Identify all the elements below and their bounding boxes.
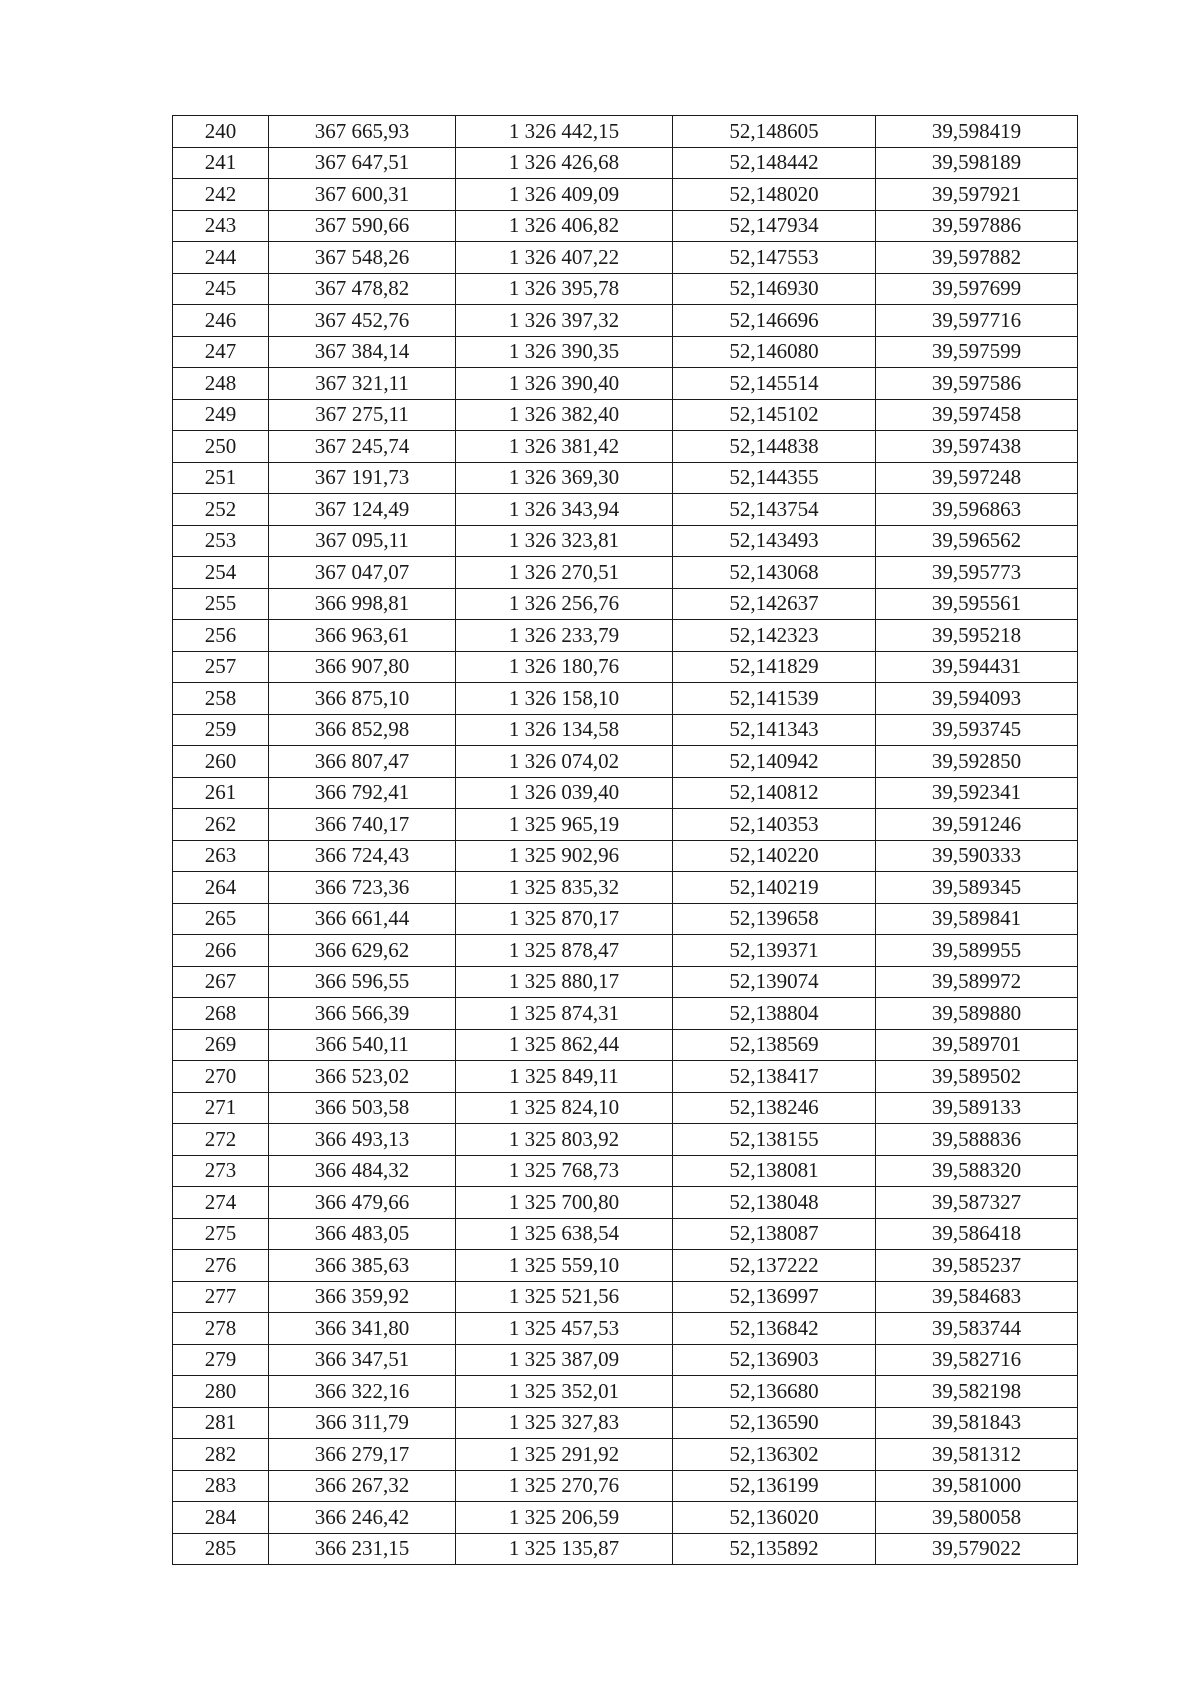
table-row [173, 1344, 1078, 1376]
point-number-cell: 250 [173, 431, 269, 463]
x-coordinate-cell: 366 566,39 [269, 998, 456, 1030]
longitude-cell: 39,589972 [876, 966, 1078, 998]
y-coordinate-cell: 1 325 327,83 [456, 1407, 673, 1439]
longitude-cell: 39,588836 [876, 1124, 1078, 1156]
x-coordinate-cell: 367 452,76 [269, 305, 456, 337]
longitude-cell: 39,597458 [876, 399, 1078, 431]
y-coordinate-cell: 1 325 768,73 [456, 1155, 673, 1187]
longitude-cell: 39,592850 [876, 746, 1078, 778]
longitude-cell: 39,579022 [876, 1533, 1078, 1565]
table-row [173, 777, 1078, 809]
y-coordinate-cell: 1 325 206,59 [456, 1502, 673, 1534]
longitude-cell: 39,589701 [876, 1029, 1078, 1061]
latitude-cell: 52,138048 [673, 1187, 876, 1219]
x-coordinate-cell: 367 095,11 [269, 525, 456, 557]
point-number-cell: 245 [173, 273, 269, 305]
x-coordinate-cell: 367 245,74 [269, 431, 456, 463]
table-row [173, 1092, 1078, 1124]
table-row [173, 242, 1078, 274]
longitude-cell: 39,598189 [876, 147, 1078, 179]
latitude-cell: 52,136680 [673, 1376, 876, 1408]
table-row [173, 620, 1078, 652]
longitude-cell: 39,589502 [876, 1061, 1078, 1093]
latitude-cell: 52,140812 [673, 777, 876, 809]
point-number-cell: 270 [173, 1061, 269, 1093]
x-coordinate-cell: 366 963,61 [269, 620, 456, 652]
table-row [173, 399, 1078, 431]
latitude-cell: 52,146696 [673, 305, 876, 337]
latitude-cell: 52,144838 [673, 431, 876, 463]
longitude-cell: 39,582198 [876, 1376, 1078, 1408]
point-number-cell: 265 [173, 903, 269, 935]
y-coordinate-cell: 1 326 397,32 [456, 305, 673, 337]
point-number-cell: 256 [173, 620, 269, 652]
table-row [173, 683, 1078, 715]
table-row [173, 305, 1078, 337]
x-coordinate-cell: 366 740,17 [269, 809, 456, 841]
table-row [173, 935, 1078, 967]
point-number-cell: 281 [173, 1407, 269, 1439]
longitude-cell: 39,597699 [876, 273, 1078, 305]
longitude-cell: 39,597886 [876, 210, 1078, 242]
table-row [173, 809, 1078, 841]
longitude-cell: 39,593745 [876, 714, 1078, 746]
x-coordinate-cell: 366 347,51 [269, 1344, 456, 1376]
latitude-cell: 52,142637 [673, 588, 876, 620]
latitude-cell: 52,136842 [673, 1313, 876, 1345]
table-row [173, 714, 1078, 746]
latitude-cell: 52,138804 [673, 998, 876, 1030]
table-row [173, 1533, 1078, 1565]
table-row [173, 1313, 1078, 1345]
table-row [173, 336, 1078, 368]
x-coordinate-cell: 366 279,17 [269, 1439, 456, 1471]
point-number-cell: 274 [173, 1187, 269, 1219]
table-row [173, 1155, 1078, 1187]
longitude-cell: 39,581000 [876, 1470, 1078, 1502]
y-coordinate-cell: 1 326 039,40 [456, 777, 673, 809]
x-coordinate-cell: 366 484,32 [269, 1155, 456, 1187]
longitude-cell: 39,598419 [876, 116, 1078, 148]
y-coordinate-cell: 1 326 409,09 [456, 179, 673, 211]
y-coordinate-cell: 1 326 407,22 [456, 242, 673, 274]
longitude-cell: 39,591246 [876, 809, 1078, 841]
table-row [173, 1250, 1078, 1282]
latitude-cell: 52,138417 [673, 1061, 876, 1093]
x-coordinate-cell: 366 523,02 [269, 1061, 456, 1093]
latitude-cell: 52,147553 [673, 242, 876, 274]
y-coordinate-cell: 1 325 835,32 [456, 872, 673, 904]
coordinates-table [172, 115, 1078, 1565]
latitude-cell: 52,136302 [673, 1439, 876, 1471]
point-number-cell: 247 [173, 336, 269, 368]
point-number-cell: 261 [173, 777, 269, 809]
point-number-cell: 266 [173, 935, 269, 967]
latitude-cell: 52,145514 [673, 368, 876, 400]
longitude-cell: 39,594093 [876, 683, 1078, 715]
table-row [173, 273, 1078, 305]
latitude-cell: 52,140220 [673, 840, 876, 872]
x-coordinate-cell: 366 629,62 [269, 935, 456, 967]
table-row [173, 966, 1078, 998]
y-coordinate-cell: 1 326 180,76 [456, 651, 673, 683]
point-number-cell: 243 [173, 210, 269, 242]
y-coordinate-cell: 1 325 559,10 [456, 1250, 673, 1282]
y-coordinate-cell: 1 325 862,44 [456, 1029, 673, 1061]
y-coordinate-cell: 1 325 387,09 [456, 1344, 673, 1376]
latitude-cell: 52,136199 [673, 1470, 876, 1502]
latitude-cell: 52,139074 [673, 966, 876, 998]
longitude-cell: 39,590333 [876, 840, 1078, 872]
latitude-cell: 52,144355 [673, 462, 876, 494]
table-row [173, 179, 1078, 211]
y-coordinate-cell: 1 325 824,10 [456, 1092, 673, 1124]
point-number-cell: 269 [173, 1029, 269, 1061]
y-coordinate-cell: 1 325 457,53 [456, 1313, 673, 1345]
y-coordinate-cell: 1 325 700,80 [456, 1187, 673, 1219]
longitude-cell: 39,581312 [876, 1439, 1078, 1471]
longitude-cell: 39,592341 [876, 777, 1078, 809]
latitude-cell: 52,146930 [673, 273, 876, 305]
table-row [173, 1439, 1078, 1471]
y-coordinate-cell: 1 325 135,87 [456, 1533, 673, 1565]
table-row [173, 1218, 1078, 1250]
point-number-cell: 267 [173, 966, 269, 998]
y-coordinate-cell: 1 326 343,94 [456, 494, 673, 526]
y-coordinate-cell: 1 326 426,68 [456, 147, 673, 179]
y-coordinate-cell: 1 326 395,78 [456, 273, 673, 305]
table-row [173, 525, 1078, 557]
longitude-cell: 39,580058 [876, 1502, 1078, 1534]
point-number-cell: 278 [173, 1313, 269, 1345]
y-coordinate-cell: 1 326 158,10 [456, 683, 673, 715]
y-coordinate-cell: 1 325 878,47 [456, 935, 673, 967]
latitude-cell: 52,143068 [673, 557, 876, 589]
point-number-cell: 253 [173, 525, 269, 557]
y-coordinate-cell: 1 325 521,56 [456, 1281, 673, 1313]
latitude-cell: 52,136020 [673, 1502, 876, 1534]
table-row [173, 210, 1078, 242]
point-number-cell: 263 [173, 840, 269, 872]
y-coordinate-cell: 1 326 406,82 [456, 210, 673, 242]
y-coordinate-cell: 1 326 074,02 [456, 746, 673, 778]
point-number-cell: 240 [173, 116, 269, 148]
y-coordinate-cell: 1 325 803,92 [456, 1124, 673, 1156]
table-row [173, 557, 1078, 589]
latitude-cell: 52,141829 [673, 651, 876, 683]
x-coordinate-cell: 366 311,79 [269, 1407, 456, 1439]
x-coordinate-cell: 366 540,11 [269, 1029, 456, 1061]
latitude-cell: 52,138087 [673, 1218, 876, 1250]
longitude-cell: 39,589133 [876, 1092, 1078, 1124]
longitude-cell: 39,597882 [876, 242, 1078, 274]
point-number-cell: 242 [173, 179, 269, 211]
y-coordinate-cell: 1 325 902,96 [456, 840, 673, 872]
longitude-cell: 39,594431 [876, 651, 1078, 683]
point-number-cell: 273 [173, 1155, 269, 1187]
latitude-cell: 52,136903 [673, 1344, 876, 1376]
table-row [173, 840, 1078, 872]
latitude-cell: 52,148020 [673, 179, 876, 211]
longitude-cell: 39,581843 [876, 1407, 1078, 1439]
y-coordinate-cell: 1 326 390,35 [456, 336, 673, 368]
point-number-cell: 276 [173, 1250, 269, 1282]
point-number-cell: 244 [173, 242, 269, 274]
point-number-cell: 258 [173, 683, 269, 715]
x-coordinate-cell: 367 600,31 [269, 179, 456, 211]
longitude-cell: 39,589841 [876, 903, 1078, 935]
longitude-cell: 39,597716 [876, 305, 1078, 337]
latitude-cell: 52,138081 [673, 1155, 876, 1187]
y-coordinate-cell: 1 326 442,15 [456, 116, 673, 148]
table-row [173, 1029, 1078, 1061]
latitude-cell: 52,138569 [673, 1029, 876, 1061]
point-number-cell: 246 [173, 305, 269, 337]
y-coordinate-cell: 1 326 270,51 [456, 557, 673, 589]
point-number-cell: 249 [173, 399, 269, 431]
table-row [173, 368, 1078, 400]
y-coordinate-cell: 1 325 874,31 [456, 998, 673, 1030]
y-coordinate-cell: 1 326 390,40 [456, 368, 673, 400]
x-coordinate-cell: 366 493,13 [269, 1124, 456, 1156]
latitude-cell: 52,140353 [673, 809, 876, 841]
x-coordinate-cell: 366 792,41 [269, 777, 456, 809]
longitude-cell: 39,584683 [876, 1281, 1078, 1313]
latitude-cell: 52,136590 [673, 1407, 876, 1439]
y-coordinate-cell: 1 326 134,58 [456, 714, 673, 746]
x-coordinate-cell: 367 548,26 [269, 242, 456, 274]
y-coordinate-cell: 1 325 638,54 [456, 1218, 673, 1250]
x-coordinate-cell: 367 047,07 [269, 557, 456, 589]
x-coordinate-cell: 367 647,51 [269, 147, 456, 179]
latitude-cell: 52,137222 [673, 1250, 876, 1282]
point-number-cell: 280 [173, 1376, 269, 1408]
y-coordinate-cell: 1 325 291,92 [456, 1439, 673, 1471]
point-number-cell: 272 [173, 1124, 269, 1156]
longitude-cell: 39,583744 [876, 1313, 1078, 1345]
y-coordinate-cell: 1 326 323,81 [456, 525, 673, 557]
coordinates-table-body [173, 116, 1078, 1565]
x-coordinate-cell: 366 998,81 [269, 588, 456, 620]
longitude-cell: 39,595561 [876, 588, 1078, 620]
latitude-cell: 52,138155 [673, 1124, 876, 1156]
longitude-cell: 39,597248 [876, 462, 1078, 494]
longitude-cell: 39,597921 [876, 179, 1078, 211]
point-number-cell: 284 [173, 1502, 269, 1534]
latitude-cell: 52,141343 [673, 714, 876, 746]
latitude-cell: 52,139658 [673, 903, 876, 935]
table-row [173, 1061, 1078, 1093]
latitude-cell: 52,139371 [673, 935, 876, 967]
table-row [173, 588, 1078, 620]
longitude-cell: 39,597586 [876, 368, 1078, 400]
x-coordinate-cell: 366 267,32 [269, 1470, 456, 1502]
x-coordinate-cell: 366 852,98 [269, 714, 456, 746]
latitude-cell: 52,145102 [673, 399, 876, 431]
point-number-cell: 275 [173, 1218, 269, 1250]
point-number-cell: 260 [173, 746, 269, 778]
point-number-cell: 285 [173, 1533, 269, 1565]
point-number-cell: 251 [173, 462, 269, 494]
y-coordinate-cell: 1 326 382,40 [456, 399, 673, 431]
point-number-cell: 279 [173, 1344, 269, 1376]
latitude-cell: 52,142323 [673, 620, 876, 652]
x-coordinate-cell: 366 661,44 [269, 903, 456, 935]
table-row [173, 903, 1078, 935]
table-row [173, 872, 1078, 904]
x-coordinate-cell: 366 483,05 [269, 1218, 456, 1250]
table-row [173, 116, 1078, 148]
x-coordinate-cell: 367 478,82 [269, 273, 456, 305]
latitude-cell: 52,147934 [673, 210, 876, 242]
longitude-cell: 39,597599 [876, 336, 1078, 368]
y-coordinate-cell: 1 325 965,19 [456, 809, 673, 841]
point-number-cell: 254 [173, 557, 269, 589]
table-row [173, 431, 1078, 463]
point-number-cell: 282 [173, 1439, 269, 1471]
x-coordinate-cell: 366 322,16 [269, 1376, 456, 1408]
x-coordinate-cell: 366 341,80 [269, 1313, 456, 1345]
table-row [173, 1502, 1078, 1534]
latitude-cell: 52,148442 [673, 147, 876, 179]
x-coordinate-cell: 366 724,43 [269, 840, 456, 872]
longitude-cell: 39,582716 [876, 1344, 1078, 1376]
x-coordinate-cell: 366 385,63 [269, 1250, 456, 1282]
latitude-cell: 52,140219 [673, 872, 876, 904]
point-number-cell: 283 [173, 1470, 269, 1502]
x-coordinate-cell: 366 875,10 [269, 683, 456, 715]
x-coordinate-cell: 366 246,42 [269, 1502, 456, 1534]
longitude-cell: 39,589955 [876, 935, 1078, 967]
y-coordinate-cell: 1 325 870,17 [456, 903, 673, 935]
point-number-cell: 264 [173, 872, 269, 904]
x-coordinate-cell: 367 384,14 [269, 336, 456, 368]
point-number-cell: 252 [173, 494, 269, 526]
longitude-cell: 39,597438 [876, 431, 1078, 463]
latitude-cell: 52,140942 [673, 746, 876, 778]
latitude-cell: 52,138246 [673, 1092, 876, 1124]
x-coordinate-cell: 366 359,92 [269, 1281, 456, 1313]
table-row [173, 1124, 1078, 1156]
longitude-cell: 39,587327 [876, 1187, 1078, 1219]
x-coordinate-cell: 366 723,36 [269, 872, 456, 904]
latitude-cell: 52,141539 [673, 683, 876, 715]
x-coordinate-cell: 367 590,66 [269, 210, 456, 242]
point-number-cell: 259 [173, 714, 269, 746]
x-coordinate-cell: 366 503,58 [269, 1092, 456, 1124]
x-coordinate-cell: 366 479,66 [269, 1187, 456, 1219]
latitude-cell: 52,146080 [673, 336, 876, 368]
longitude-cell: 39,596562 [876, 525, 1078, 557]
longitude-cell: 39,588320 [876, 1155, 1078, 1187]
latitude-cell: 52,143493 [673, 525, 876, 557]
y-coordinate-cell: 1 326 256,76 [456, 588, 673, 620]
longitude-cell: 39,589345 [876, 872, 1078, 904]
table-row [173, 998, 1078, 1030]
latitude-cell: 52,135892 [673, 1533, 876, 1565]
y-coordinate-cell: 1 326 369,30 [456, 462, 673, 494]
table-row [173, 147, 1078, 179]
x-coordinate-cell: 366 907,80 [269, 651, 456, 683]
longitude-cell: 39,589880 [876, 998, 1078, 1030]
point-number-cell: 262 [173, 809, 269, 841]
longitude-cell: 39,596863 [876, 494, 1078, 526]
y-coordinate-cell: 1 326 233,79 [456, 620, 673, 652]
latitude-cell: 52,148605 [673, 116, 876, 148]
point-number-cell: 241 [173, 147, 269, 179]
y-coordinate-cell: 1 325 880,17 [456, 966, 673, 998]
y-coordinate-cell: 1 326 381,42 [456, 431, 673, 463]
x-coordinate-cell: 367 191,73 [269, 462, 456, 494]
table-row [173, 746, 1078, 778]
table-row [173, 651, 1078, 683]
x-coordinate-cell: 366 231,15 [269, 1533, 456, 1565]
table-row [173, 1376, 1078, 1408]
latitude-cell: 52,143754 [673, 494, 876, 526]
table-row [173, 1407, 1078, 1439]
longitude-cell: 39,586418 [876, 1218, 1078, 1250]
x-coordinate-cell: 367 321,11 [269, 368, 456, 400]
point-number-cell: 248 [173, 368, 269, 400]
point-number-cell: 277 [173, 1281, 269, 1313]
table-row [173, 494, 1078, 526]
point-number-cell: 255 [173, 588, 269, 620]
x-coordinate-cell: 366 807,47 [269, 746, 456, 778]
x-coordinate-cell: 366 596,55 [269, 966, 456, 998]
longitude-cell: 39,595773 [876, 557, 1078, 589]
x-coordinate-cell: 367 275,11 [269, 399, 456, 431]
point-number-cell: 268 [173, 998, 269, 1030]
y-coordinate-cell: 1 325 849,11 [456, 1061, 673, 1093]
x-coordinate-cell: 367 665,93 [269, 116, 456, 148]
point-number-cell: 271 [173, 1092, 269, 1124]
longitude-cell: 39,595218 [876, 620, 1078, 652]
y-coordinate-cell: 1 325 352,01 [456, 1376, 673, 1408]
y-coordinate-cell: 1 325 270,76 [456, 1470, 673, 1502]
table-row [173, 462, 1078, 494]
table-row [173, 1187, 1078, 1219]
point-number-cell: 257 [173, 651, 269, 683]
table-row [173, 1281, 1078, 1313]
table-row [173, 1470, 1078, 1502]
longitude-cell: 39,585237 [876, 1250, 1078, 1282]
latitude-cell: 52,136997 [673, 1281, 876, 1313]
x-coordinate-cell: 367 124,49 [269, 494, 456, 526]
